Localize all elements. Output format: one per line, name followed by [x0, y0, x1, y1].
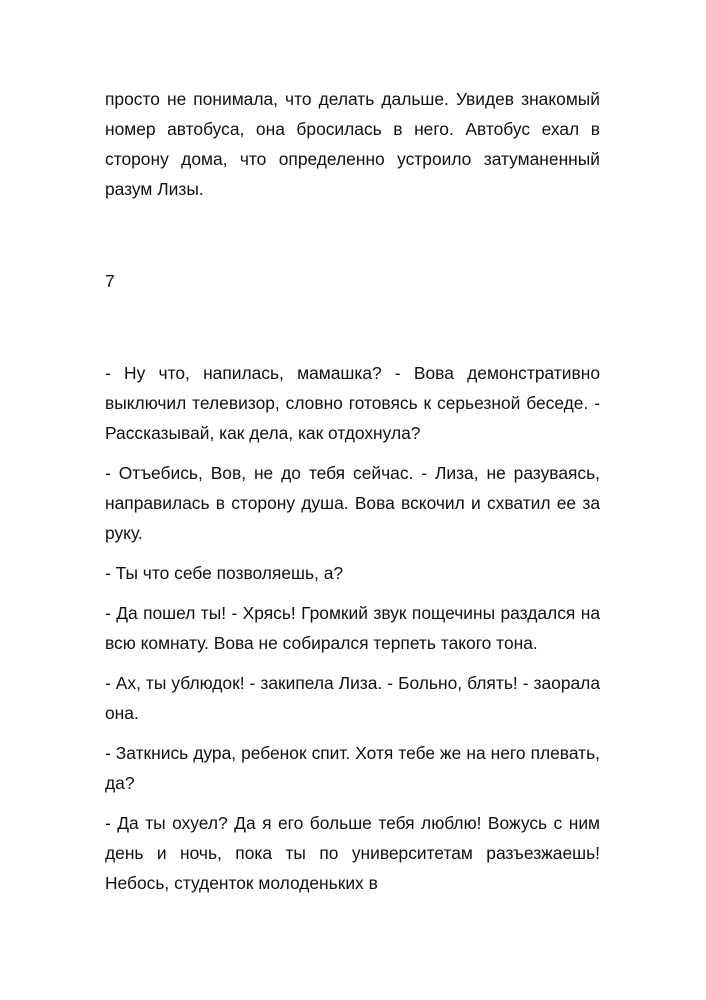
body-paragraph: - Да пошел ты! - Хрясь! Громкий звук пощечины раздался на всю комнату. Вова не собирался терпеть такого тона.	[105, 603, 600, 653]
carryover-paragraph: просто не понимала, что делать дальше. Увидев знакомый номер автобуса, она бросилась в него. Автобус ехал в сторону дома, что определенно устроило затуманенный разум Лизы.	[105, 89, 600, 199]
body-paragraph: - Ну что, напилась, мамашка? - Вова демонстративно выключил телевизор, словно готовясь к серьезной беседе. - Рассказывай, как дела, как отдохнула?	[105, 363, 600, 443]
body-paragraph: - Да ты охуел? Да я его больше тебя люблю! Вожусь с ним день и ночь, пока ты по университетам разъезжаешь! Небось, студенток молоденьких в	[105, 813, 600, 893]
body-paragraph: - Ты что себе позволяешь, а?	[105, 563, 344, 583]
body-paragraph: - Ах, ты ублюдок! - закипела Лиза. - Больно, блять! - заорала она.	[105, 673, 600, 723]
page-content	[105, 84, 600, 898]
body-paragraph: - Заткнись дура, ребенок спит. Хотя тебе же на него плевать, да?	[105, 743, 600, 793]
chapter-number: 7	[105, 271, 115, 291]
spacer-before-chapter	[105, 204, 600, 266]
spacer-after-chapter	[105, 296, 600, 358]
body-paragraph: - Отъебись, Вов, не до тебя сейчас. - Лиза, не разуваясь, направилась в сторону душа. Вова вскочил и схватил ее за руку.	[105, 463, 600, 543]
